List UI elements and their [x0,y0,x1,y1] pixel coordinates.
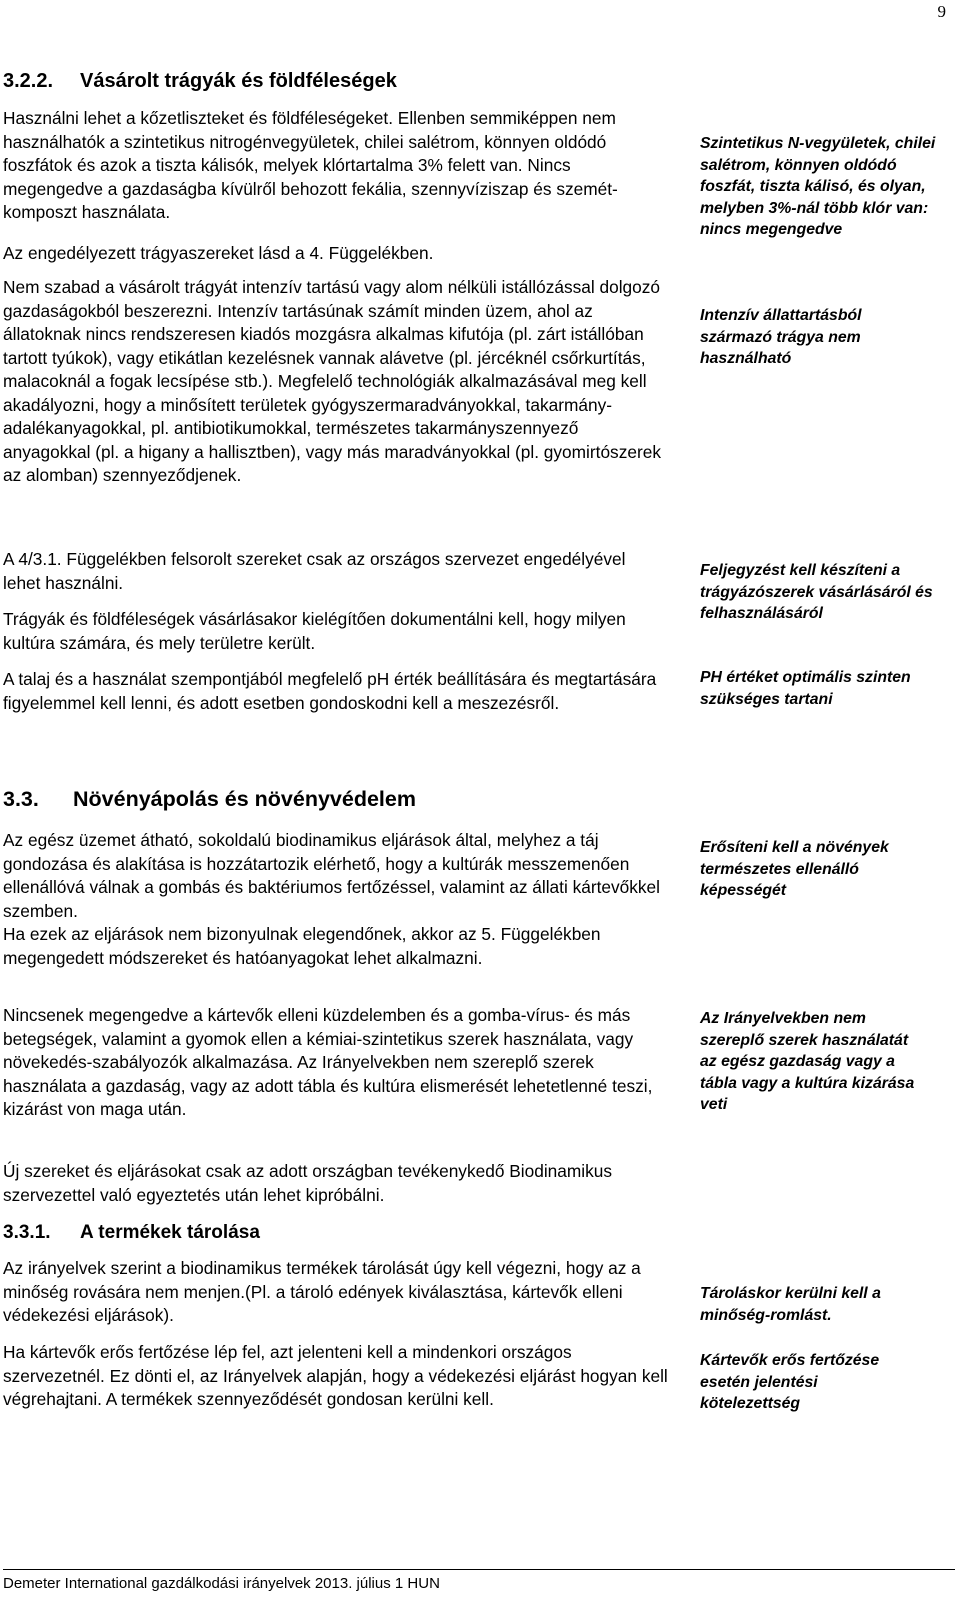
margin-note: Feljegyzést kell készíteni a trágyázószerek vásárlásáról és felhasználásáról [700,562,933,622]
paragraph: Új szereket és eljárásokat csak az adott országban tevékenykedő Biodinamikus szervezettel való egyeztetés után lehet kipróbálni. [3,1161,613,1205]
margin-note: PH értéket optimális szinten szükséges tartani [700,669,911,708]
paragraph: Használni lehet a kőzetliszteket és földféleségeket. Ellenben semmiképpen nem használhatók a szintetikus nitrogénvegyületek, chilei salétrom, könnyen oldódó foszfátok és azok a tiszta kálisók, melyek klórtartalma 3% felett van. Nincs megengedve a gazdaságba kívülről behozott fekália, szennyvíziszap és szemét-komposzt használata. [3,108,618,222]
paragraph: A 4/3.1. Függelékben felsorolt szereket csak az országos szervezet engedélyével lehet használni. [3,549,626,593]
footer-divider [3,1569,955,1570]
paragraph: Az irányelvek szerint a biodinamikus termékek tárolását úgy kell végezni, hogy az a minőség rovására nem menjen.(Pl. a tároló edények kiválasztása, kártevők elleni védekezési eljárások). [3,1258,641,1325]
section-heading-331 [3,1222,260,1244]
paragraph: Nem szabad a vásárolt trágyát intenzív tartású vagy alom nélküli istállózással dolgozó gazdaságokból beszerezni. Intenzív tartásúnak számít minden üzem, ahol az állatoknak nincs rendszeresen kiadós mozgásra alkalmas kifutója (pl. zárt istállóban tartott tyúkok), vagy etikátlan kezelésnek vannak alávetve (pl. jércéknél csőrkurtítás, malacoknál a fogak lecsípése stb.). Megfelelő technológiák alkalmazásával meg kell akadályozni, hogy a minősített területek gyógyszermaradványokkal, takarmány- adalékanyagokkal, pl. antibiotikumokkal, természetes takarmányszennyező anyagokkal (pl. a higany a hallisztben), vagy más maradványokkal (pl. gyomirtószerek az alomban) szennyeződjenek. [3,277,661,485]
margin-note: Kártevők erős fertőzése esetén jelentési kötelezettség [700,1352,880,1412]
margin-note: Intenzív állattartásból származó trágya nem használható [700,307,862,367]
section-title: Növényápolás és növényvédelem [73,787,416,811]
margin-note: Tároláskor kerülni kell a minőség-romlást. [700,1285,881,1324]
paragraph: Az engedélyezett trágyaszereket lásd a 4. Függelékben. [3,243,434,263]
margin-note: Erősíteni kell a növények természetes ellenálló képességét [700,839,889,899]
paragraph: Ha ezek az eljárások nem bizonyulnak elegendőnek, akkor az 5. Függelékben megengedett módszereket és hatóanyagokat lehet alkalmazni. [3,924,601,968]
paragraph: Az egész üzemet átható, sokoldalú biodinamikus eljárások által, melyhez a táj gondozása és alakítása is hozzátartozik elérhető, hogy a kultúrák messzemenően ellenállóvá válnak a gombás és baktériumos fertőzéssel, valamint az állati kártevőkkel szemben. [3,830,661,921]
section-number: 3.3. [3,787,39,811]
margin-note: Az Irányelvekben nem szereplő szerek használatát az egész gazdaság vagy a tábla vagy a kultúra kizárása veti [700,1010,915,1113]
page-number: 9 [937,2,946,21]
margin-note: Szintetikus N-vegyületek, chilei salétrom, könnyen oldódó foszfát, tiszta kálisó, és olyan, melyben 3%-nál több klór van: nincs megengedve [700,135,936,238]
section-number: 3.2.2. [3,70,54,92]
paragraph: Ha kártevők erős fertőzése lép fel, azt jelenteni kell a mindenkori országos szervezetnél. Ez dönti el, az Irányelvek alapján, hogy a védekezési eljárást hogyan kell végrehajtani. A termékek szennyeződését gondosan kerülni kell. [3,1342,668,1409]
section-heading-322 [3,70,397,93]
page-footer: Demeter International gazdálkodási irányelvek 2013. július 1 HUN [3,1575,440,1592]
section-heading-33 [3,787,416,812]
paragraph: Trágyák és földféleségek vásárlásakor kielégítően dokumentálni kell, hogy milyen kultúra számára, és mely területre került. [3,609,626,653]
section-title: Vásárolt trágyák és földféleségek [80,70,397,92]
section-number: 3.3.1. [3,1222,51,1243]
paragraph: Nincsenek megengedve a kártevők elleni küzdelemben és a gomba-vírus- és más betegségek, valamint a gyomok ellen a kémiai-szintetikus szerek használata, vagy növekedés-szabályozók alkalmazása. Az Irányelvekben nem szereplő szerek használata a gazdaság, vagy az adott tábla és kultúra elismerését lehetetlenné teszi, kizárást von maga után. [3,1005,653,1119]
paragraph: A talaj és a használat szempontjából megfelelő pH érték beállítására és megtartására figyelemmel kell lenni, és adott esetben gondoskodni kell a meszezésről. [3,669,657,713]
section-title: A termékek tárolása [80,1222,260,1243]
